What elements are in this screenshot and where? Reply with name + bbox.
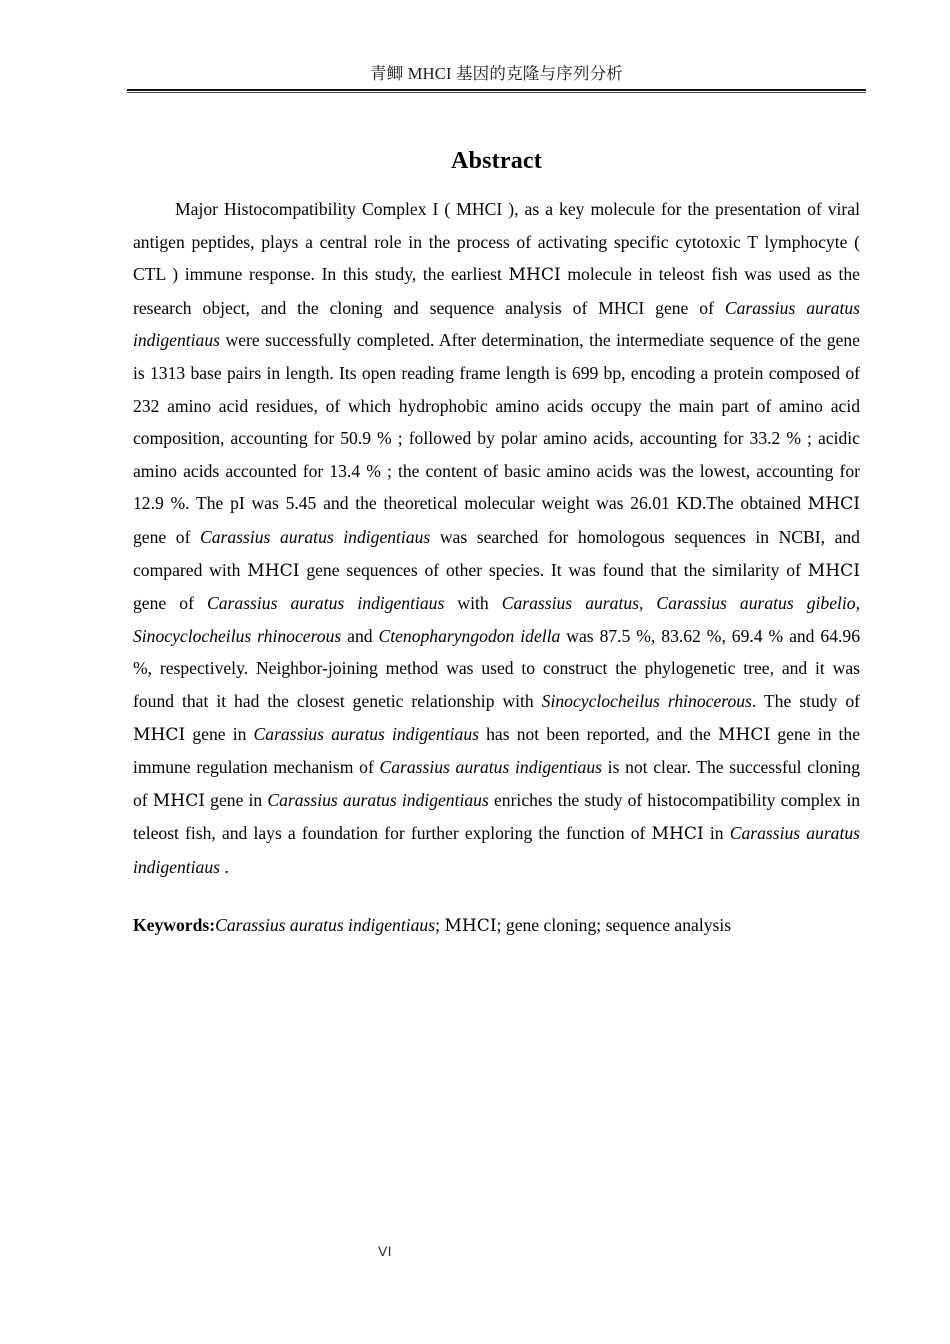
species-name: Carassius auratus indigentiaus — [215, 915, 436, 936]
gene-name: MHCI — [133, 724, 186, 745]
species-name: Carassius auratus indigentiaus — [207, 593, 445, 614]
text-run: was 87.5 %, 83.62 %, 69.4 % and 64.96 %, respectively. Neighbor-joining method was used to construct the phylogenetic tree, and it was found that it had the closest genetic relationship with — [133, 625, 860, 711]
text-run: gene sequences of other species. It was found that the similarity of — [299, 559, 808, 580]
header-running-title: 青鲫 MHCI 基因的克隆与序列分析 — [370, 64, 623, 83]
keywords-line — [133, 883, 860, 943]
text-run: was searched for homologous sequences in NCBI, and compared with — [133, 526, 860, 580]
text-run: enriches the study of histocompatibility complex in teleost fish, and lays a foundation for further exploring the function of — [133, 789, 861, 844]
text-run: molecule in teleost fish was used as the research object, and the cloning and sequence analysis of MHCI gene of — [133, 264, 860, 318]
running-header — [127, 62, 866, 93]
text-run: were successfully completed. After determination, the intermediate sequence of the gene is 1313 base pairs in length. Its open reading frame length is 699 bp, encoding a protein composed of 232 amino acid residues, of which hydrophobic amino acids occupy the main part of amino acid composition, accounting for 50.9 % ; followed by polar amino acids, accounting for 33.2 % ; acidic amino acids accounted for 13.4 % ; the content of basic amino acids was the lowest, accounting for 12.9 %. The pI was 5.45 and the theoretical molecular weight was 26.01 KD.The obtained — [133, 330, 860, 514]
species-name: Carassius auratus indigentiaus — [199, 526, 431, 547]
text-run: gene in — [205, 789, 268, 810]
species-name: Carassius auratus indigentiaus — [379, 757, 602, 778]
gene-name: MHCI — [508, 265, 561, 286]
text-run: with — [444, 593, 502, 614]
species-name: Ctenopharyngodon idella — [378, 625, 561, 646]
species-name: Sinocyclocheilus rhinocerous — [541, 690, 752, 711]
keywords-label: Keywords: — [133, 915, 216, 936]
gene-name: MHCI — [444, 916, 497, 937]
gene-name: MHCI — [651, 824, 704, 845]
abstract-paragraph — [133, 193, 860, 883]
species-name: Carassius auratus indigentiaus — [133, 823, 860, 877]
abstract-content — [133, 193, 860, 943]
gene-name: MHCI — [807, 494, 860, 515]
header-divider-rule — [127, 89, 866, 93]
gene-name: MHCI — [717, 724, 771, 745]
text-run: . The study of — [751, 690, 860, 711]
page-title: Abstract — [451, 148, 542, 174]
species-name: Carassius auratus indigentiaus — [253, 723, 479, 744]
gene-name: MHCI — [152, 790, 206, 811]
gene-name: MHCI — [247, 560, 300, 581]
text-run: gene of — [133, 593, 208, 614]
species-name: Carassius auratus indigentiaus — [133, 297, 860, 351]
species-name: Carassius auratus, Carassius auratus gibelio, Sinocyclocheilus rhinocerous — [133, 593, 861, 646]
keywords-terms — [215, 915, 731, 935]
text-run: gene in the immune regulation mechanism of — [133, 723, 861, 778]
text-run: ; gene cloning; sequence analysis — [496, 915, 732, 936]
text-run: . — [220, 856, 229, 877]
text-run: in — [703, 823, 730, 844]
text-run: has not been reported, and the — [478, 723, 718, 744]
text-run: Major Histocompatibility Complex I ( MHCI ), as a key molecule for the presentation of viral antigen peptides, plays a central role in the process of activating specific cytotoxic T lymphocyte ( CTL ) immune response. In this study, the earliest — [133, 199, 860, 285]
text-run: ; — [435, 915, 445, 936]
gene-name: MHCI — [807, 560, 860, 581]
text-run: gene in — [185, 723, 254, 744]
text-run: is not clear. The successful cloning of — [133, 757, 860, 810]
footer-page-number: VI — [378, 1243, 392, 1259]
species-name: Carassius auratus indigentiaus — [267, 789, 489, 810]
text-run: and — [341, 625, 379, 646]
text-run: gene of — [133, 526, 200, 547]
